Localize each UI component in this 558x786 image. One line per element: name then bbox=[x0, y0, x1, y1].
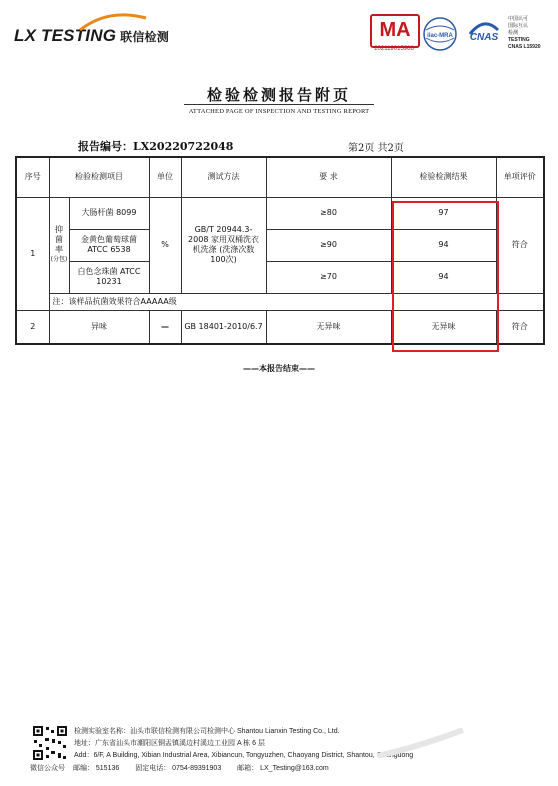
row2-method: GB 18401-2010/6.7 bbox=[181, 310, 266, 344]
page-subtitle: ATTACHED PAGE OF INSPECTION AND TESTING REPORT bbox=[188, 108, 370, 115]
page-title: 检验检测报告附页 bbox=[206, 86, 351, 104]
row2-item: 异味 bbox=[49, 310, 149, 344]
footer-email: 邮箱： LX_Testing@163.com bbox=[237, 765, 329, 772]
row1-sub2-item: 金黄色葡萄球菌 ATCC 6538 bbox=[69, 229, 149, 261]
footer-phone: 固定电话： 0754-89391903 bbox=[135, 765, 222, 772]
row1-sub1-requirement: ≥80 bbox=[266, 197, 391, 229]
row1-eval: 符合 bbox=[496, 197, 544, 293]
ilac-label: ilac-MRA bbox=[427, 33, 453, 39]
report-number-label: 报告编号： bbox=[78, 140, 133, 153]
row1-sub2-requirement: ≥90 bbox=[266, 229, 391, 261]
row1-sub3-result: 94 bbox=[391, 261, 496, 293]
row1-sub1-item: 大肠杆菌 8099 bbox=[69, 197, 149, 229]
row1-unit: % bbox=[149, 197, 181, 293]
row1-group bbox=[49, 197, 69, 293]
table-header-row bbox=[16, 157, 544, 197]
header-requirement: 要 求 bbox=[266, 157, 391, 197]
header-item: 检验检测项目 bbox=[49, 157, 149, 197]
footer-lab-name: 检测实验室名称：汕头市联信检测有限公司检测中心 Shantou Lianxin Testing Co., Ltd. bbox=[74, 728, 340, 735]
row1-method: GB/T 20944.3-2008 家用双桶洗衣机洗涤 (洗涤次数100次) bbox=[181, 197, 266, 293]
row1-seq: 1 bbox=[16, 197, 49, 310]
row1-note: 注：该样品抗菌效果符合AAAAA级 bbox=[49, 293, 544, 310]
logo-text-en: LX TESTING bbox=[14, 26, 117, 45]
row2-requirement: 无异味 bbox=[266, 310, 391, 344]
row1-sub1-result: 97 bbox=[391, 197, 496, 229]
row1-sub2-result: 94 bbox=[391, 229, 496, 261]
footer-wechat: 微信公众号 bbox=[30, 765, 65, 772]
row2-unit: — bbox=[149, 310, 181, 344]
footer-postcode: 邮编： 515136 bbox=[72, 765, 120, 772]
cnas-line: TESTING bbox=[508, 37, 530, 43]
cnas-icon bbox=[464, 16, 504, 52]
header-eval: 单项评价 bbox=[496, 157, 544, 197]
logo-text-cn: 联信检测 bbox=[120, 30, 169, 44]
footer-contact-row bbox=[30, 763, 329, 773]
row1-sub3-requirement: ≥70 bbox=[266, 261, 391, 293]
cnas-line: 检测 bbox=[508, 30, 519, 36]
row1-group-note: (分包) bbox=[50, 256, 68, 263]
ilac-mra-icon bbox=[422, 16, 458, 52]
page-info: 第2页 共2页 bbox=[348, 143, 404, 154]
row2-result: 无异味 bbox=[391, 310, 496, 344]
cnas-line: CNAS L15920 bbox=[508, 44, 541, 50]
footer-address-cn: 地址：广东省汕头市潮阳区铜盂镇溪边村溪边工业园 A 栋 6 层 bbox=[74, 740, 265, 747]
cma-number: 202119015968 bbox=[374, 46, 414, 52]
header-unit: 单位 bbox=[149, 157, 181, 197]
header-method: 测试方法 bbox=[181, 157, 266, 197]
row2-seq: 2 bbox=[16, 310, 49, 344]
footer-address-en: Add：6/F, A Building, Xibian Industrial Area, Xibiancun, Tongyuzhen, Chaoyang District, Shantou, Guangdong bbox=[74, 752, 414, 759]
cnas-line: 国际互认 bbox=[508, 23, 529, 29]
footer-swoosh-icon bbox=[375, 728, 465, 758]
row2-eval: 符合 bbox=[496, 310, 544, 344]
report-number bbox=[78, 138, 233, 154]
result-highlight-box bbox=[392, 201, 499, 352]
cnas-line: 中国认可 bbox=[508, 16, 529, 22]
qr-code-icon bbox=[32, 725, 68, 761]
cma-mark: MA bbox=[370, 14, 420, 48]
logo-swoosh-icon bbox=[78, 12, 148, 34]
report-end-marker: ——本报告结束—— bbox=[243, 364, 315, 373]
header-result: 检验检测结果 bbox=[391, 157, 496, 197]
title-divider bbox=[184, 104, 374, 105]
report-number-value: LX20220722048 bbox=[133, 140, 234, 153]
header-seq: 序号 bbox=[16, 157, 49, 197]
row1-group-label: 抑菌率 bbox=[55, 225, 63, 254]
cnas-label: CNAS bbox=[469, 32, 499, 43]
cnas-accreditation-text bbox=[508, 16, 556, 51]
row1-sub3-item: 白色念珠菌 ATCC 10231 bbox=[69, 261, 149, 293]
